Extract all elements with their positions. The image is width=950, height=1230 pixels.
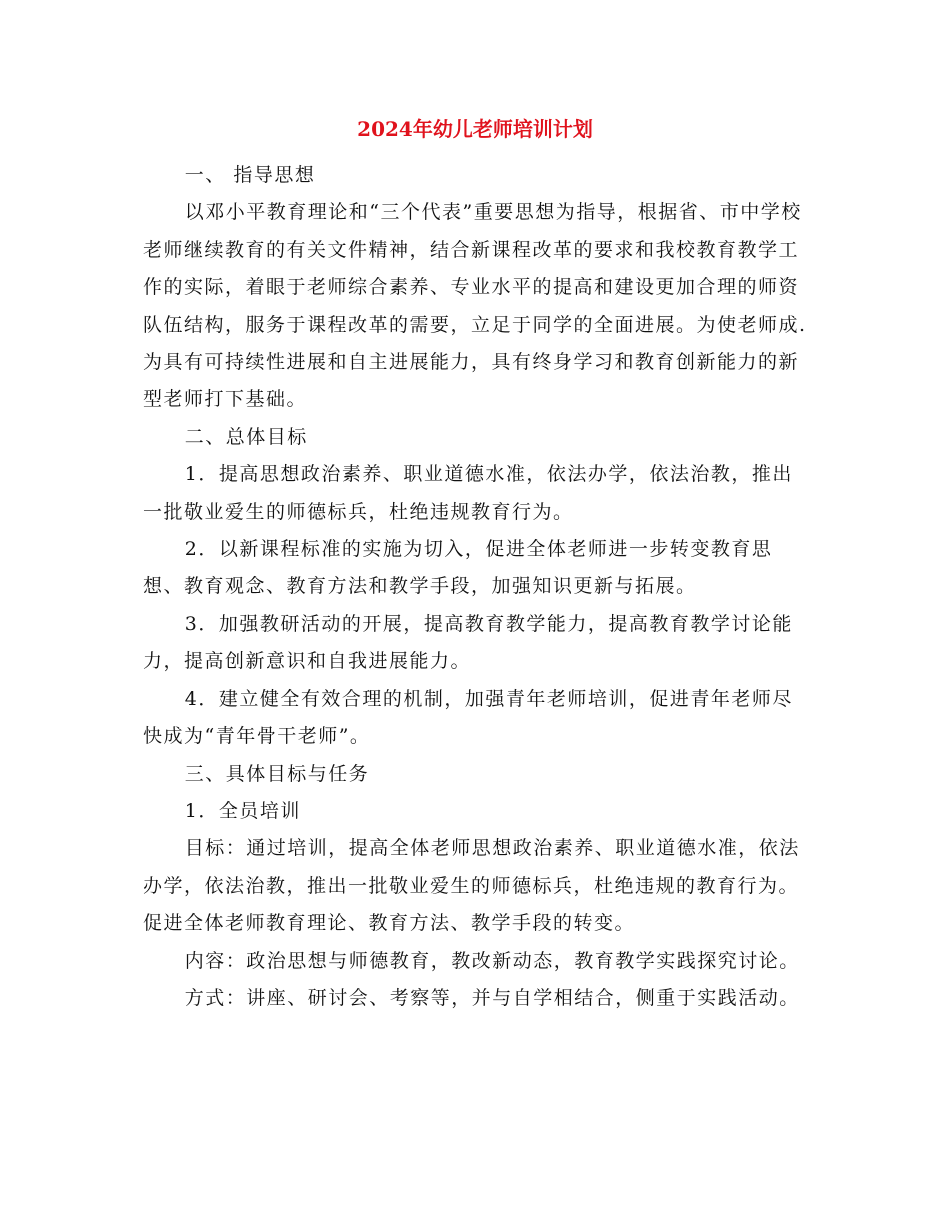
goal-item-1: 1．提高思想政治素养、职业道德水准，依法办学，依法治教，推出一批敬业爱生的师德标兵，杜绝违规教育行为。 — [143, 463, 793, 523]
goal-item-4: 4．建立健全有效合理的机制，加强青年老师培训，促进青年老师尽快成为“青年骨干老师”。 — [143, 687, 793, 748]
subsection-heading-all-staff-training: 1．全员培训 — [184, 799, 301, 822]
paragraph-training-method: 方式：讲座、研讨会、考察等，并与自学相结合，侧重于实践活动。 — [184, 986, 800, 1009]
paragraph-training-content: 内容：政治思想与师德教育，教改新动态，教育教学实践探究讨论。 — [184, 949, 800, 972]
document-body — [143, 157, 811, 1017]
section-heading-guiding-ideology: 一、 指导思想 — [184, 164, 316, 186]
document-title: 2024年幼儿老师培训计划 — [357, 117, 593, 141]
paragraph-guiding-ideology: 以邓小平教育理论和“三个代表”重要思想为指导，根据省、市中学校老师继续教育的有关文件精神，结合新课程改革的要求和我校教育教学工作的实际，着眼于老师综合素养、专业水平的提高和建设更加合理的师资队伍结构，服务于课程改革的需要，立足于同学的全面进展。为使老师成.为具有可持续性进展和自主进展能力，具有终身学习和教育创新能力的新型老师打下基础。 — [143, 201, 807, 411]
paragraph-training-objective: 目标：通过培训，提高全体老师思想政治素养、职业道德水准，依法办学，依法治教，推出一批敬业爱生的师德标兵，杜绝违规的教育行为。促进全体老师教育理论、教育方法、教学手段的转变。 — [143, 837, 800, 935]
goal-item-2: 2．以新课程标准的实施为切入，促进全体老师进一步转变教育思想、教育观念、教育方法和教学手段，加强知识更新与拓展。 — [143, 538, 773, 598]
section-heading-overall-goals: 二、总体目标 — [184, 425, 308, 448]
goal-item-3: 3．加强教研活动的开展，提高教育教学能力，提高教育教学讨论能力，提高创新意识和自我进展能力。 — [143, 612, 793, 673]
section-heading-specific-goals: 三、具体目标与任务 — [184, 762, 370, 785]
